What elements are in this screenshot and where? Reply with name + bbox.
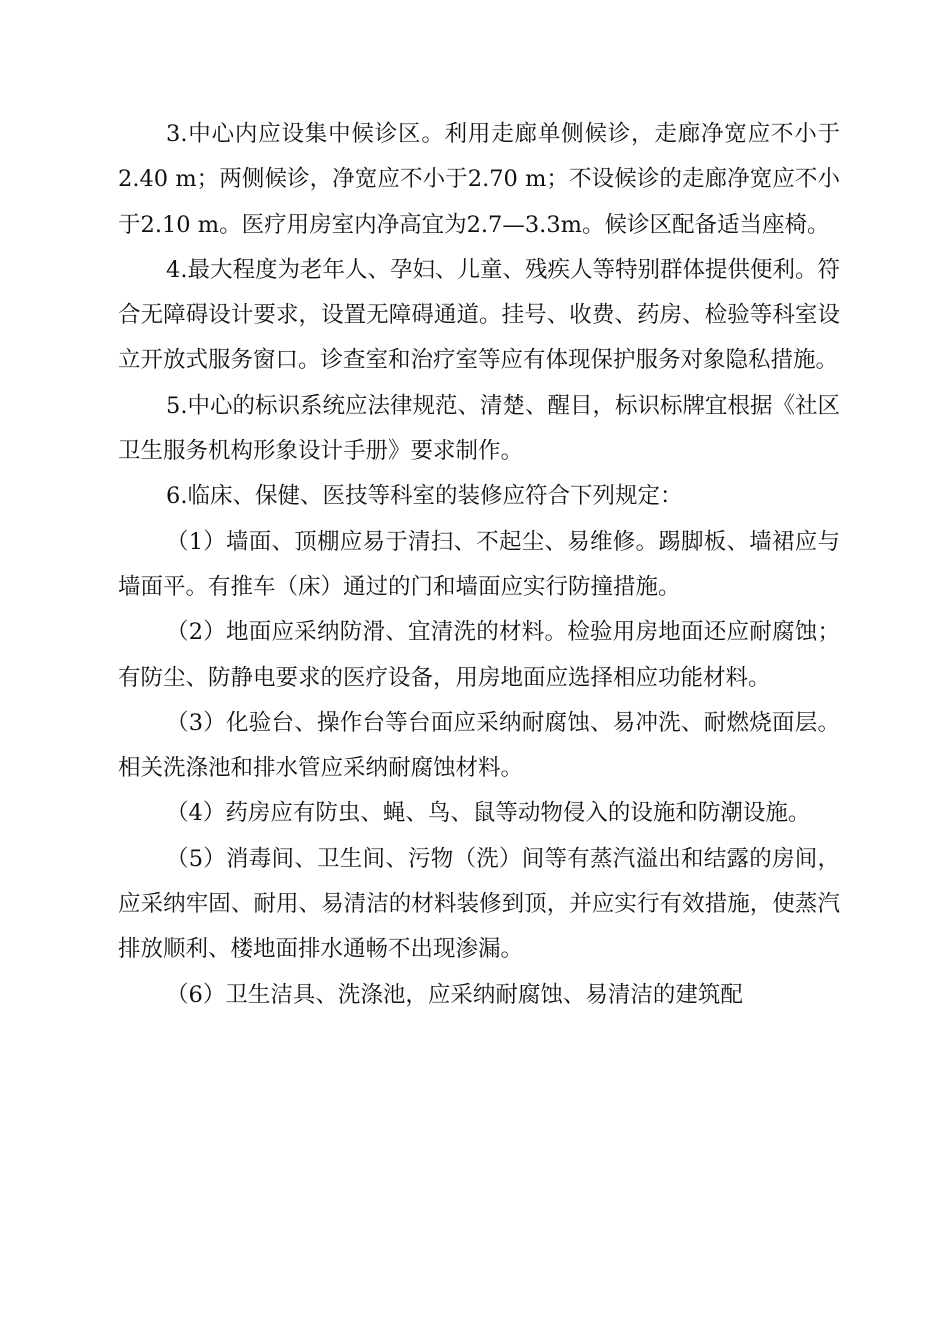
paragraph-decoration-rules: 6.临床、保健、医技等科室的装修应符合下列规定： — [166, 483, 683, 510]
paragraph-accessibility: 4.最大程度为老年人、孕妇、儿童、残疾人等特别群体提供便利。符合无障碍设计要求，设置无障碍通道。挂号、收费、药房、检验等科室设立开放式服务窗口。诊查室和治疗室等应有体现保护服务对象隐私措施。 — [118, 256, 840, 374]
paragraph-rule-2-floors: （2）地面应采纳防滑、宜清洗的材料。检验用房地面还应耐腐蚀；有防尘、防静电要求的医疗设备，用房地面应选择相应功能材料。 — [118, 619, 840, 691]
paragraph-signage: 5.中心的标识系统应法律规范、清楚、醒目，标识标牌宜根据《社区卫生服务机构形象设计手册》要求制作。 — [118, 392, 840, 465]
document-page — [118, 112, 840, 1018]
paragraph-rule-5-steam-rooms: （5）消毒间、卫生间、污物（洗）间等有蒸汽溢出和结露的房间，应采纳牢固、耐用、易清洁的材料装修到顶，并应实行有效措施，使蒸汽排放顺利、楼地面排水通畅不出现渗漏。 — [118, 845, 840, 963]
paragraph-rule-3-counters: （3）化验台、操作台等台面应采纳耐腐蚀、易冲洗、耐燃烧面层。相关洗涤池和排水管应采纳耐腐蚀材料。 — [118, 709, 840, 782]
paragraph-rule-6-sanitary-ware: （6）卫生洁具、洗涤池，应采纳耐腐蚀、易清洁的建筑配 — [166, 981, 743, 1008]
paragraph-rule-1-walls: （1）墙面、顶棚应易于清扫、不起尘、易维修。踢脚板、墙裙应与墙面平。有推车（床）通过的门和墙面应实行防撞措施。 — [118, 528, 840, 600]
paragraph-waiting-area: 3.中心内应设集中候诊区。利用走廊单侧候诊，走廊净宽应不小于2.40 m；两侧候诊，净宽应不小于2.70 m；不设候诊的走廊净宽应不小于2.10 m。医疗用房室内净高宜为2.7—3.3m。候诊区配备适当座椅。 — [118, 121, 840, 238]
paragraph-rule-4-pharmacy: （4）药房应有防虫、蝇、鸟、鼠等动物侵入的设施和防潮设施。 — [166, 800, 811, 827]
